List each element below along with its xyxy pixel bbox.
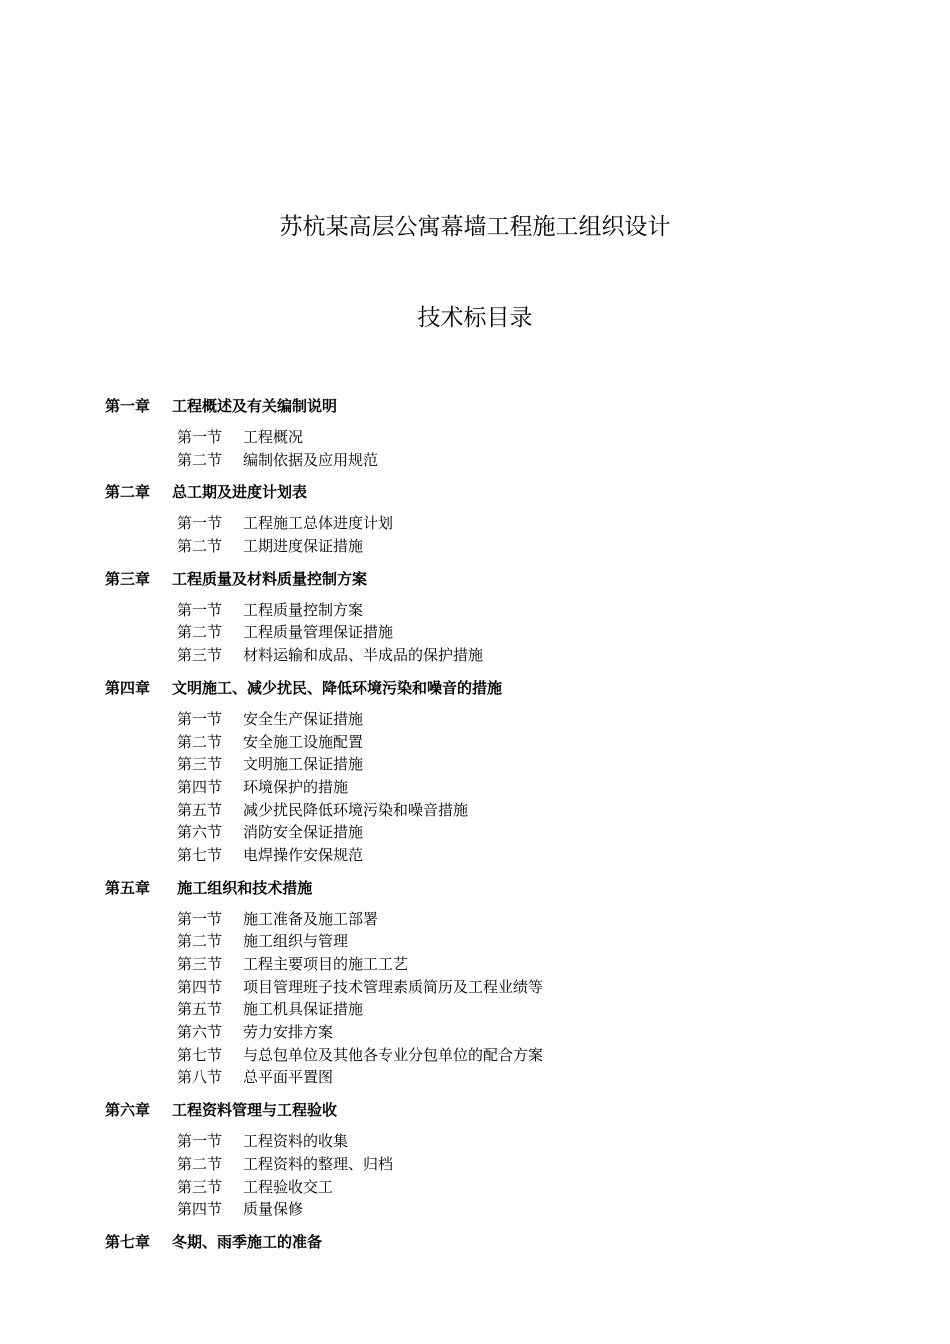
section-title: 安全生产保证措施: [243, 709, 364, 728]
chapter-heading: [105, 480, 865, 504]
toc-section-item: [177, 1130, 865, 1153]
section-title: 工程施工总体进度计划: [243, 514, 394, 533]
toc-chapter: [105, 1230, 865, 1254]
section-list: [177, 908, 865, 1090]
chapter-heading: [105, 1230, 865, 1254]
section-number: 第三节: [177, 1177, 223, 1196]
chapter-title: 施工组织和技术措施: [172, 878, 313, 897]
toc-section-item: [177, 998, 865, 1021]
chapter-number: 第七章: [105, 1232, 151, 1251]
chapter-heading: [105, 567, 865, 591]
section-number: 第一节: [177, 514, 223, 533]
section-number: 第三节: [177, 755, 223, 774]
section-title: 减少扰民降低环境污染和噪音措施: [243, 800, 469, 819]
section-list: [177, 599, 865, 667]
section-number: 第一节: [177, 600, 223, 619]
toc-chapter: [105, 676, 865, 867]
toc-section-item: [177, 426, 865, 449]
toc-section-item: [177, 953, 865, 976]
chapter-number: 第一章: [105, 397, 151, 415]
toc-chapter: [105, 567, 865, 667]
section-list: [177, 512, 865, 557]
section-title: 总平面平置图: [243, 1068, 334, 1087]
toc-chapter: [105, 876, 865, 1090]
section-number: 第二节: [177, 932, 223, 951]
toc-section-item: [177, 731, 865, 754]
chapter-title: 工程资料管理与工程验收: [172, 1101, 338, 1120]
chapter-title: 总工期及进度计划表: [172, 483, 308, 502]
section-title: 质量保修: [243, 1200, 304, 1219]
section-number: 第一节: [177, 909, 223, 928]
section-title: 电焊操作安保规范: [243, 845, 364, 864]
chapter-heading: [105, 876, 865, 900]
toc-section-item: [177, 1021, 865, 1044]
section-number: 第四节: [177, 977, 223, 996]
section-title: 环境保护的措施: [243, 777, 349, 796]
toc-section-item: [177, 976, 865, 999]
chapter-heading: [105, 1098, 865, 1122]
document-title: 苏杭某高层公寓幕墙工程施工组织设计: [279, 214, 671, 240]
chapter-heading: [105, 394, 865, 418]
toc-section-item: [177, 930, 865, 953]
section-number: 第六节: [177, 1023, 223, 1042]
section-number: 第一节: [177, 709, 223, 728]
chapter-number: 第六章: [105, 1101, 151, 1120]
section-title: 工程质量控制方案: [243, 600, 364, 619]
chapter-heading: [105, 676, 865, 700]
section-number: 第七节: [177, 1045, 223, 1064]
section-list: [177, 708, 865, 867]
chapter-number: 第四章: [105, 678, 151, 697]
toc-section-item: [177, 535, 865, 558]
toc-section-item: [177, 799, 865, 822]
section-number: 第一节: [177, 428, 223, 446]
section-list: [177, 426, 865, 471]
section-title: 施工机具保证措施: [243, 1000, 364, 1019]
document-subtitle: 技术标目录: [417, 305, 533, 331]
section-number: 第四节: [177, 777, 223, 796]
toc-section-item: [177, 1153, 865, 1176]
section-title: 项目管理班子技术管理素质简历及工程业绩等: [243, 977, 544, 996]
toc-section-item: [177, 821, 865, 844]
toc-section-item: [177, 599, 865, 622]
toc-chapter: [105, 1098, 865, 1221]
section-list: [177, 1130, 865, 1221]
section-number: 第六节: [177, 823, 223, 842]
toc-chapter: [105, 394, 865, 471]
toc-section-item: [177, 708, 865, 731]
section-title: 劳力安排方案: [243, 1023, 334, 1042]
section-title: 安全施工设施配置: [243, 732, 364, 751]
section-title: 施工准备及施工部署: [243, 909, 379, 928]
section-title: 与总包单位及其他各专业分包单位的配合方案: [243, 1045, 544, 1064]
toc-section-item: [177, 776, 865, 799]
chapter-title: 工程质量及材料质量控制方案: [172, 569, 368, 588]
section-number: 第二节: [177, 537, 223, 556]
toc-section-item: [177, 1066, 865, 1089]
toc-section-item: [177, 1044, 865, 1067]
table-of-contents: [105, 394, 865, 1254]
section-number: 第二节: [177, 623, 223, 642]
section-title: 工程概况: [243, 428, 304, 446]
section-number: 第一节: [177, 1132, 223, 1151]
section-number: 第三节: [177, 646, 223, 665]
toc-section-item: [177, 644, 865, 667]
toc-chapter: [105, 480, 865, 557]
section-number: 第三节: [177, 955, 223, 973]
section-number: 第四节: [177, 1200, 223, 1219]
chapter-number: 第五章: [105, 878, 151, 897]
toc-section-item: [177, 621, 865, 644]
toc-section-item: [177, 512, 865, 535]
toc-section-item: [177, 449, 865, 472]
toc-section-item: [177, 908, 865, 931]
chapter-number: 第三章: [105, 569, 151, 588]
section-number: 第五节: [177, 800, 223, 819]
toc-section-item: [177, 1176, 865, 1199]
section-number: 第二节: [177, 732, 223, 751]
section-title: 施工组织与管理: [243, 932, 349, 951]
section-number: 第二节: [177, 450, 223, 469]
section-title: 材料运输和成品、半成品的保护措施: [243, 646, 484, 665]
toc-section-item: [177, 753, 865, 776]
chapter-number: 第二章: [105, 483, 151, 502]
section-number: 第五节: [177, 1000, 223, 1019]
section-title: 工程主要项目的施工工艺: [243, 955, 409, 973]
section-title: 工程质量管理保证措施: [243, 623, 394, 642]
chapter-title: 文明施工、减少扰民、降低环境污染和噪音的措施: [172, 678, 503, 697]
toc-section-item: [177, 844, 865, 867]
section-number: 第七节: [177, 845, 223, 864]
chapter-title: 工程概述及有关编制说明: [172, 397, 338, 415]
section-title: 文明施工保证措施: [243, 755, 364, 774]
section-title: 消防安全保证措施: [243, 823, 364, 842]
section-title: 工程资料的收集: [243, 1132, 349, 1151]
section-number: 第二节: [177, 1154, 223, 1173]
section-title: 工程资料的整理、归档: [243, 1154, 394, 1173]
section-number: 第八节: [177, 1068, 223, 1087]
toc-section-item: [177, 1198, 865, 1221]
section-title: 工期进度保证措施: [243, 537, 364, 556]
section-title: 工程验收交工: [243, 1177, 334, 1196]
chapter-title: 冬期、雨季施工的准备: [172, 1232, 323, 1251]
section-title: 编制依据及应用规范: [243, 450, 379, 469]
